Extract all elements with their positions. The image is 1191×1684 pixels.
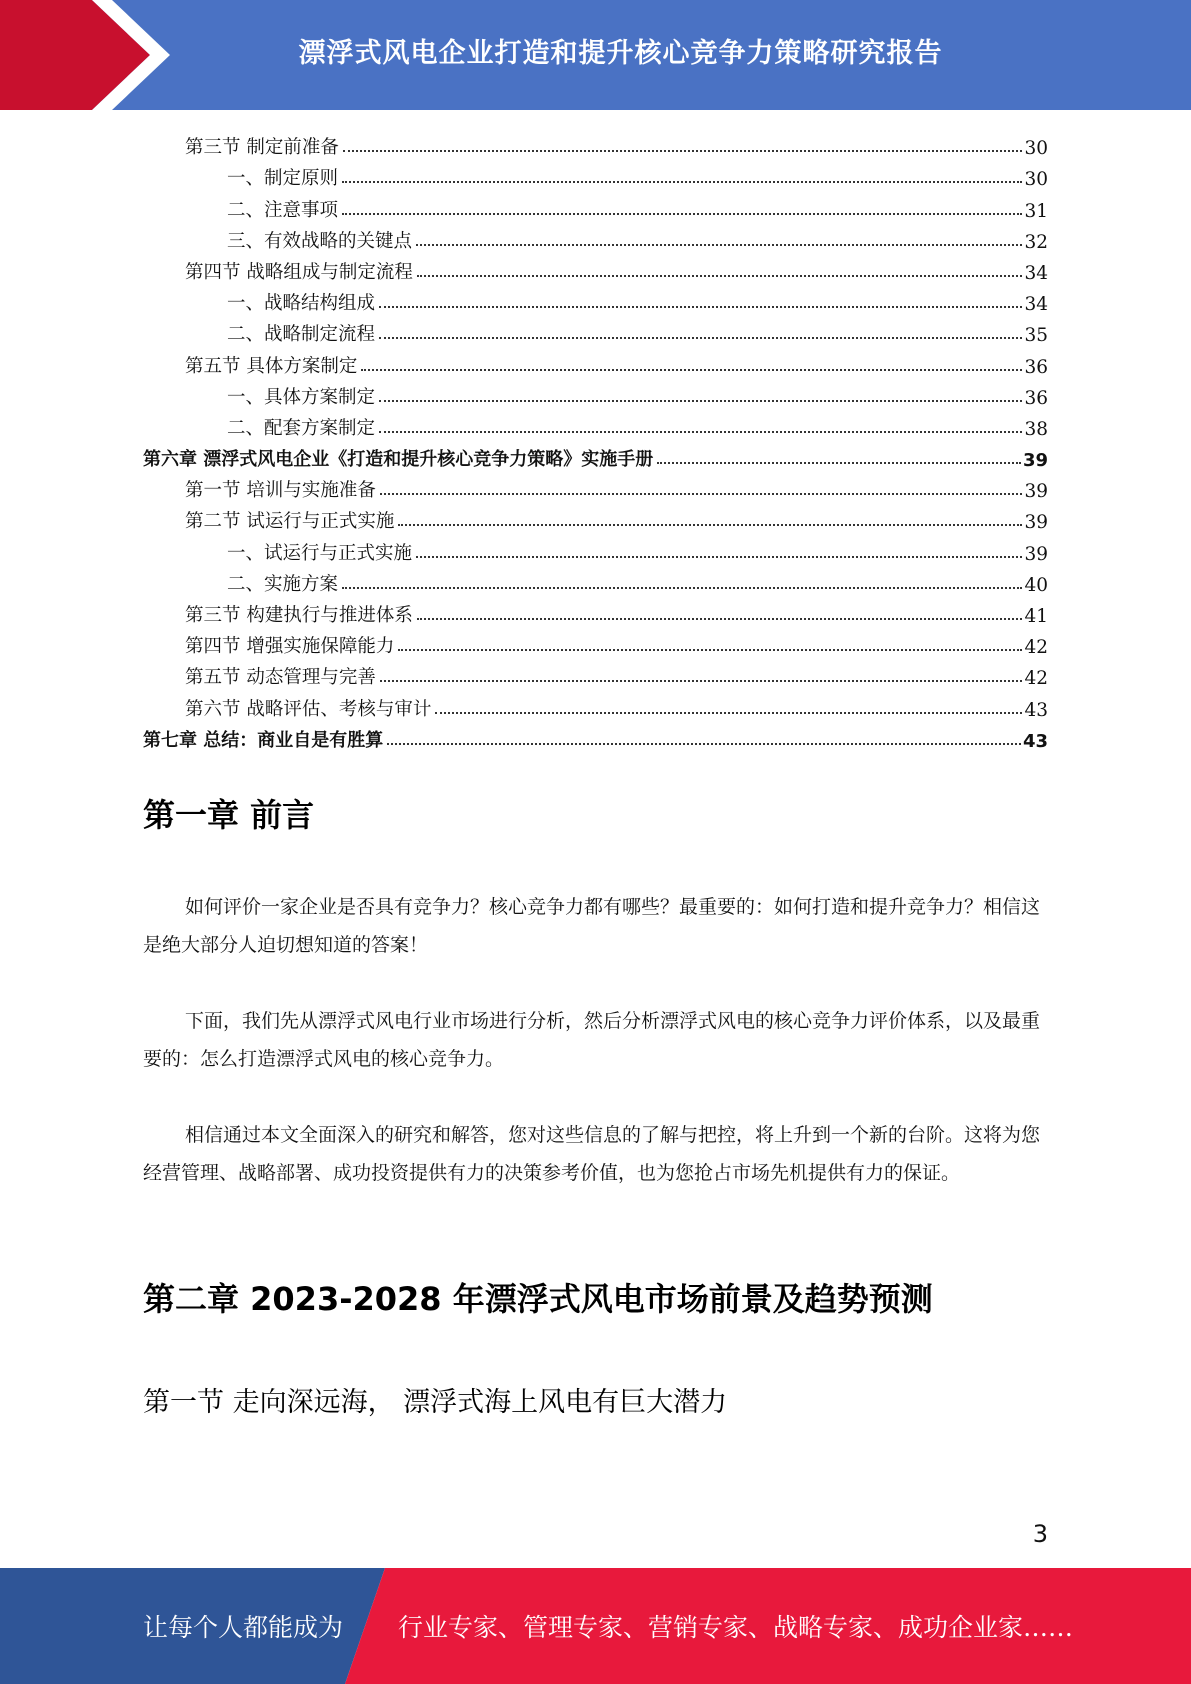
toc-dot-leader — [379, 306, 1022, 308]
toc-entry[interactable] — [143, 533, 1048, 564]
toc-entry-page: 43 — [1024, 699, 1048, 721]
toc-dot-leader — [657, 462, 1021, 464]
toc-entry[interactable] — [143, 471, 1048, 502]
toc-entry[interactable] — [143, 159, 1048, 190]
toc-dot-leader — [398, 649, 1022, 651]
toc-entry-page: 30 — [1024, 169, 1048, 191]
toc-dot-leader — [342, 587, 1022, 589]
toc-entry-label: 第四节 战略组成与制定流程 — [185, 261, 413, 283]
toc-entry-label: 二、实施方案 — [227, 573, 339, 595]
chapter-1-heading: 第一章 前言 — [143, 796, 315, 834]
footer-slogan-right: 行业专家、管理专家、营销专家、战略专家、成功企业家…… — [398, 1613, 1074, 1642]
toc-entry-page: 36 — [1024, 356, 1048, 378]
toc-dot-leader — [417, 275, 1023, 277]
toc-entry-label: 第五节 具体方案制定 — [185, 355, 358, 377]
intro-paragraph-1: 如何评价一家企业是否具有竞争力？核心竞争力都有哪些？最重要的：如何打造和提升竞争力？相信这是绝大部分人迫切想知道的答案！ — [143, 896, 1041, 956]
toc-entry[interactable] — [143, 378, 1048, 409]
toc-entry[interactable] — [143, 253, 1048, 284]
toc-dot-leader — [416, 556, 1022, 558]
toc-entry-label: 第二节 试运行与正式实施 — [185, 511, 395, 533]
toc-entry-label: 第一节 培训与实施准备 — [185, 480, 376, 502]
toc-entry[interactable] — [143, 502, 1048, 533]
toc-entry-page: 38 — [1024, 418, 1048, 440]
toc-entry[interactable] — [143, 440, 1048, 471]
toc-entry-page: 36 — [1024, 387, 1048, 409]
toc-entry-page: 30 — [1024, 138, 1048, 160]
toc-entry-label: 第七章 总结：商业自是有胜算 — [143, 729, 384, 751]
toc-entry-label: 第三节 构建执行与推进体系 — [185, 605, 413, 626]
chapter-2-heading: 第二章 2023-2028 年漂浮式风电市场前景及趋势预测 — [143, 1280, 933, 1318]
toc-dot-leader — [342, 181, 1022, 183]
page-footer — [0, 1568, 1191, 1684]
toc-entry-page: 39 — [1024, 543, 1048, 565]
toc-dot-leader — [342, 213, 1022, 215]
toc-entry-page: 42 — [1024, 637, 1048, 659]
toc-entry-label: 一、制定原则 — [227, 168, 339, 190]
toc-entry[interactable] — [143, 284, 1048, 315]
toc-entry-label: 第六章 漂浮式风电企业《打造和提升核心竞争力策略》实施手册 — [143, 449, 654, 471]
toc-entry[interactable] — [143, 222, 1048, 253]
toc-entry-page: 43 — [1022, 730, 1048, 752]
toc-dot-leader — [379, 400, 1022, 402]
toc-entry[interactable] — [143, 596, 1048, 627]
toc-entry[interactable] — [143, 689, 1048, 720]
intro-paragraph-2: 下面，我们先从漂浮式风电行业市场进行分析，然后分析漂浮式风电的核心竞争力评价体系，以及最重要的：怎么打造漂浮式风电的核心竞争力。 — [143, 1010, 1041, 1070]
toc-entry-label: 第四节 增强实施保障能力 — [185, 636, 395, 658]
section-1-heading: 第一节 走向深远海， 漂浮式海上风电有巨大潜力 — [143, 1387, 728, 1418]
toc-entry-page: 41 — [1024, 606, 1048, 627]
toc-entry-page: 32 — [1024, 231, 1048, 253]
toc-dot-leader — [387, 743, 1021, 745]
report-title: 漂浮式风电企业打造和提升核心竞争力策略研究报告 — [298, 37, 943, 69]
toc-entry-label: 一、具体方案制定 — [227, 386, 376, 408]
toc-dot-leader — [343, 150, 1023, 152]
toc-dot-leader — [361, 369, 1022, 371]
toc-entry[interactable] — [143, 346, 1048, 377]
table-of-contents — [143, 128, 1048, 752]
toc-entry-label: 二、配套方案制定 — [227, 417, 376, 439]
toc-entry[interactable] — [143, 128, 1048, 159]
toc-entry-page: 39 — [1022, 450, 1048, 472]
toc-entry-page: 39 — [1024, 481, 1048, 503]
toc-entry-page: 35 — [1024, 325, 1048, 347]
toc-entry-label: 二、战略制定流程 — [227, 324, 376, 346]
footer-slogan-left: 让每个人都能成为 — [143, 1613, 344, 1642]
toc-entry[interactable] — [143, 627, 1048, 658]
toc-entry[interactable] — [143, 190, 1048, 221]
toc-dot-leader — [380, 680, 1023, 682]
toc-entry-page: 42 — [1024, 668, 1048, 690]
toc-entry-page: 34 — [1024, 294, 1048, 316]
toc-entry-label: 三、有效战略的关键点 — [227, 230, 413, 252]
toc-dot-leader — [398, 524, 1022, 526]
toc-entry-label: 第六节 战略评估、考核与审计 — [185, 698, 432, 720]
toc-entry-page: 40 — [1024, 574, 1048, 596]
page-header — [0, 0, 1191, 110]
toc-entry[interactable] — [143, 409, 1048, 440]
toc-dot-leader — [379, 431, 1022, 433]
toc-entry-page: 31 — [1024, 200, 1048, 222]
toc-entry[interactable] — [143, 565, 1048, 596]
toc-entry-label: 第五节 动态管理与完善 — [185, 667, 376, 689]
toc-entry-label: 二、注意事项 — [227, 199, 339, 221]
toc-dot-leader — [435, 712, 1022, 714]
toc-dot-leader — [379, 337, 1022, 339]
toc-dot-leader — [380, 493, 1023, 495]
page-number: 3 — [1032, 1520, 1048, 1548]
intro-paragraph-3: 相信通过本文全面深入的研究和解答，您对这些信息的了解与把控，将上升到一个新的台阶。这将为您经营管理、战略部署、成功投资提供有力的决策参考价值，也为您抢占市场先机提供有力的保证。 — [143, 1124, 1041, 1184]
toc-entry-label: 一、战略结构组成 — [227, 293, 376, 315]
toc-dot-leader — [417, 618, 1023, 620]
toc-entry[interactable] — [143, 658, 1048, 689]
toc-entry-page: 39 — [1024, 512, 1048, 534]
toc-dot-leader — [416, 244, 1022, 246]
toc-entry-label: 一、试运行与正式实施 — [227, 542, 413, 564]
toc-entry[interactable] — [143, 721, 1048, 752]
toc-entry[interactable] — [143, 315, 1048, 346]
toc-entry-page: 34 — [1024, 262, 1048, 284]
toc-entry-label: 第三节 制定前准备 — [185, 137, 339, 159]
